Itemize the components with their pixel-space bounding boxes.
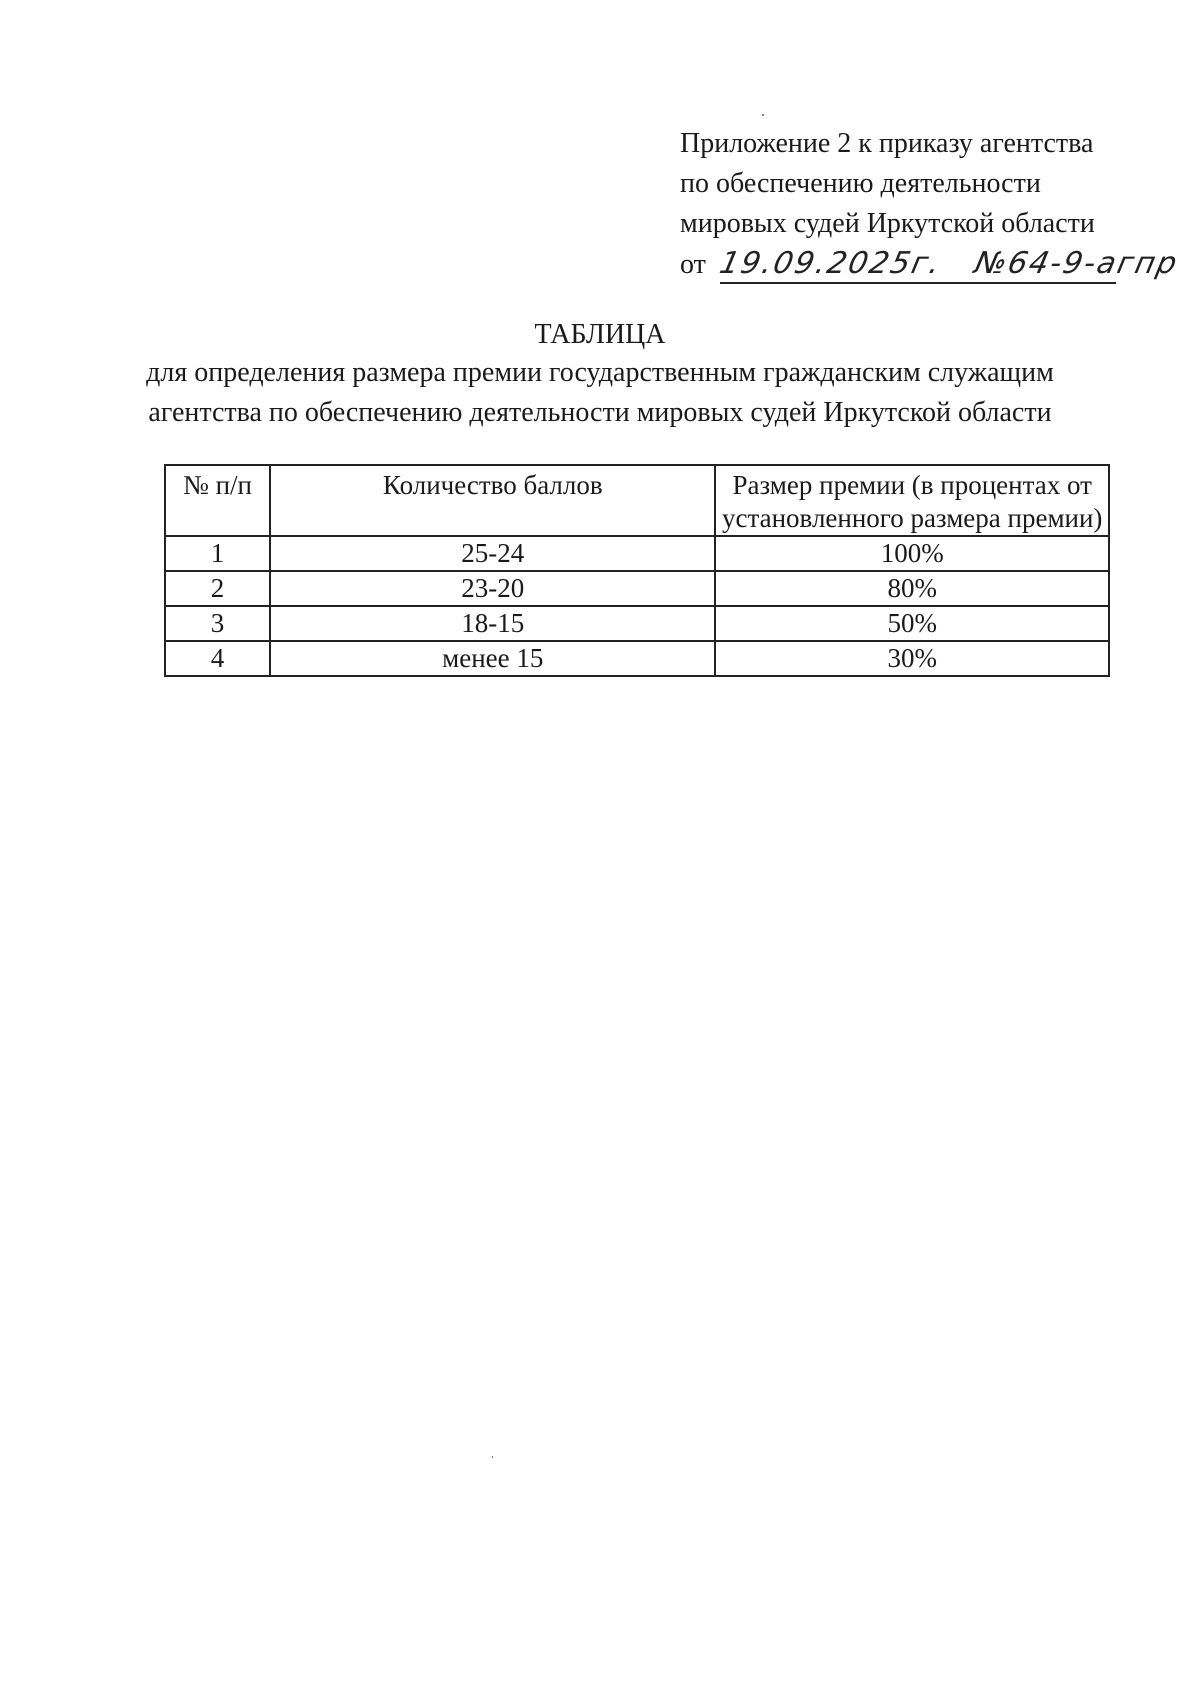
cell-number: 4	[165, 641, 270, 676]
table-row	[165, 606, 1109, 641]
page-subtitle-line-1: для определения размера премии государственным гражданским служащим	[146, 357, 1054, 388]
cell-bonus: 30%	[715, 641, 1109, 676]
cell-score: 23-20	[270, 571, 715, 606]
cell-number: 1	[165, 536, 270, 571]
cell-number: 2	[165, 571, 270, 606]
appendix-block	[680, 124, 1182, 285]
table-header-row	[165, 465, 1109, 536]
cell-bonus: 100%	[715, 536, 1109, 571]
appendix-line-1: Приложение 2 к приказу агентства	[680, 128, 1094, 159]
page-title: ТАБЛИЦА	[534, 319, 666, 350]
table-row	[165, 641, 1109, 676]
appendix-date-line	[680, 244, 1182, 285]
cell-bonus: 80%	[715, 571, 1109, 606]
cell-score: 18-15	[270, 606, 715, 641]
header-score: Количество баллов	[270, 465, 715, 536]
page-subtitle-line-2: агентства по обеспечению деятельности мировых судей Иркутской области	[148, 397, 1052, 428]
cell-number: 3	[165, 606, 270, 641]
scan-speck-bottom	[492, 1456, 493, 1458]
appendix-line-3: мировых судей Иркутской области	[680, 208, 1095, 239]
date-prefix: от	[680, 249, 706, 280]
handwritten-date: 19.09.2025г.	[716, 246, 945, 281]
appendix-line-2: по обеспечению деятельности	[680, 168, 1041, 199]
cell-score: 25-24	[270, 536, 715, 571]
header-bonus: Размер премии (в процентах от установленного размера премии)	[715, 465, 1109, 536]
date-underline	[720, 282, 1116, 284]
table-row	[165, 571, 1109, 606]
header-number: № п/п	[165, 465, 270, 536]
scan-speck-top	[762, 114, 764, 116]
cell-score: менее 15	[270, 641, 715, 676]
cell-bonus: 50%	[715, 606, 1109, 641]
bonus-table	[164, 464, 1110, 677]
handwritten-order-number: №64-9-агпр	[971, 246, 1182, 281]
table-row	[165, 536, 1109, 571]
